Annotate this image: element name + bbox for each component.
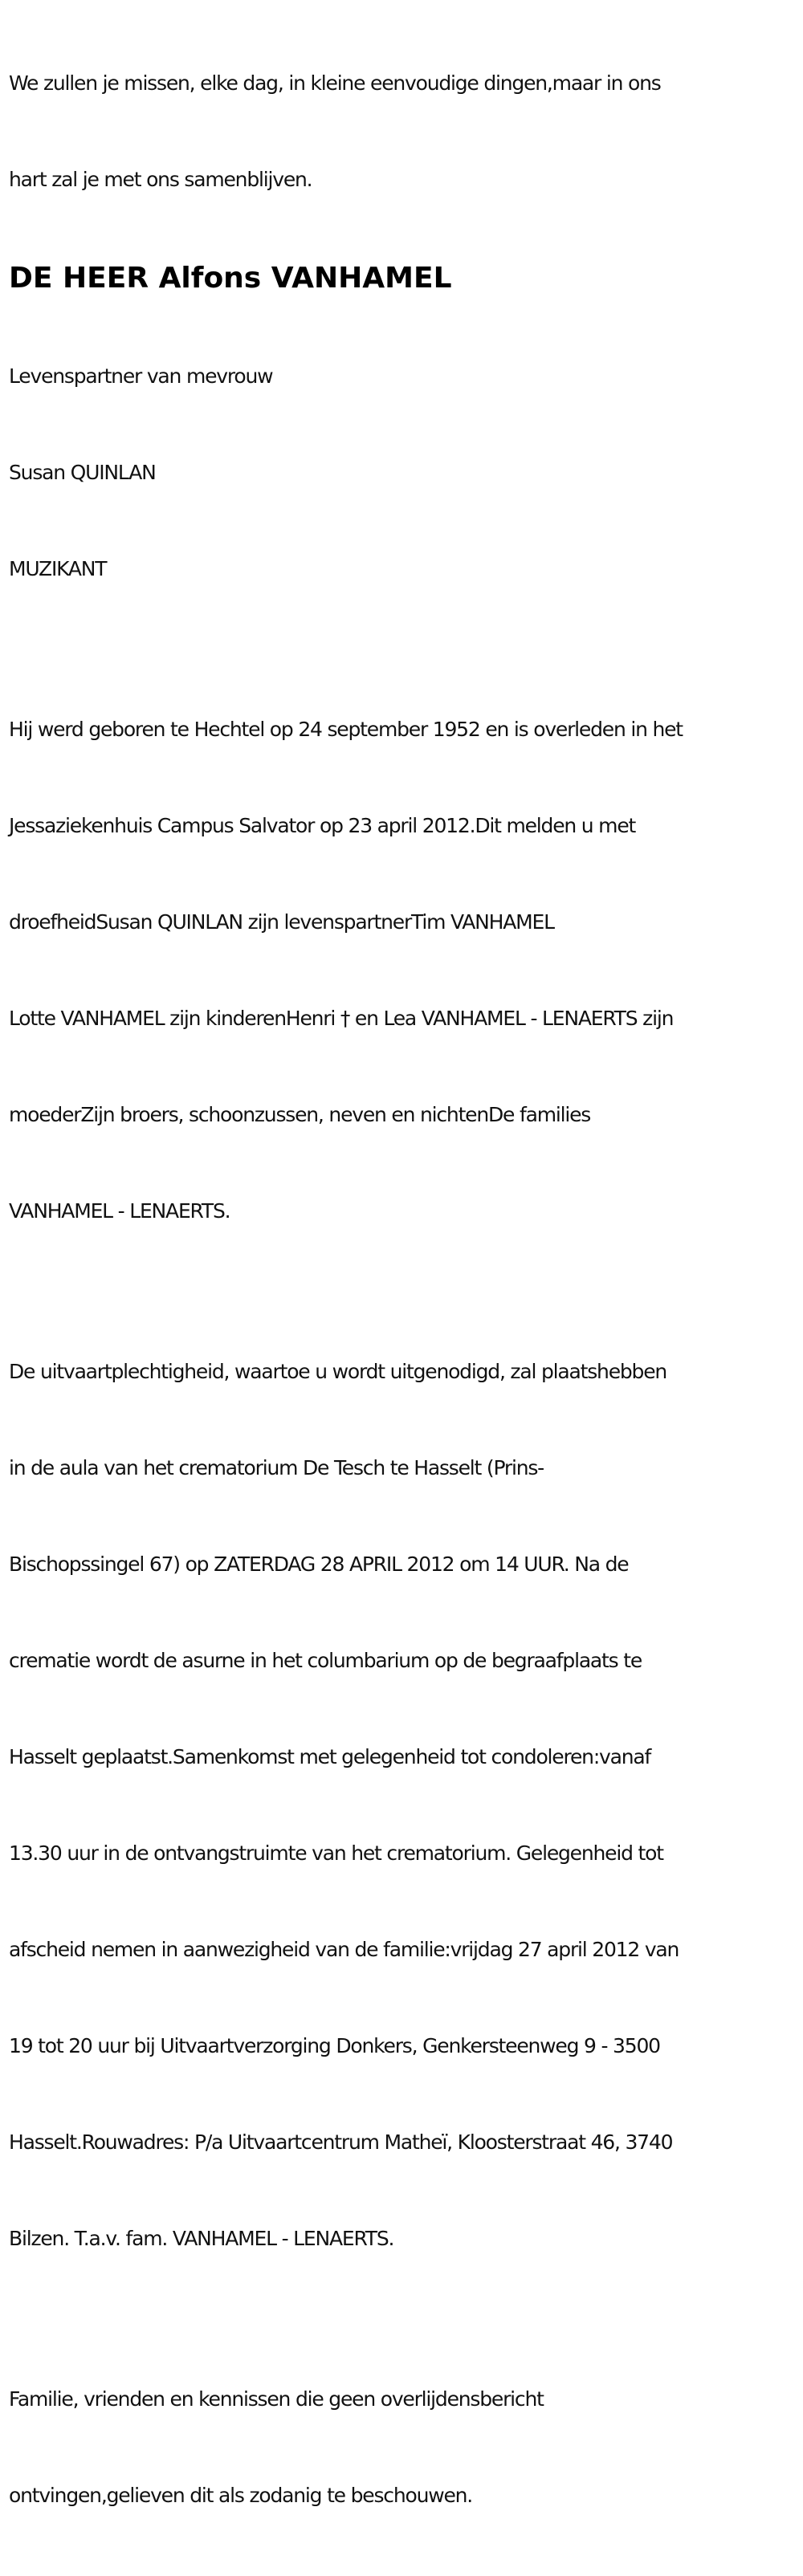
ceremony-line: afscheid nemen in aanwezigheid van de familie:vrijdag 27 april 2012 van <box>9 1938 679 1961</box>
profession: MUZIKANT <box>9 557 107 580</box>
ceremony-line: Hasselt geplaatst.Samenkomst met gelegenheid tot condoleren:vanaf <box>9 1745 651 1768</box>
quote-line: We zullen je missen, elke dag, in kleine eenvoudige dingen,maar in ons <box>9 71 661 95</box>
partner-name: Susan QUINLAN <box>9 461 156 484</box>
quote-paragraph <box>9 3 797 260</box>
closing-paragraph <box>9 2319 797 2576</box>
ceremony-line: in de aula van het crematorium De Tesch te Hasselt (Prins- <box>9 1456 544 1479</box>
announcement-line: VANHAMEL - LENAERTS. <box>9 1199 230 1223</box>
ceremony-paragraph <box>9 1292 797 2319</box>
announcement-paragraph <box>9 649 797 1292</box>
announcement-line: Lotte VANHAMEL zijn kinderenHenri † en Lea VANHAMEL - LENAERTS zijn <box>9 1007 674 1030</box>
partner-line: Levenspartner van mevrouw <box>9 364 273 388</box>
ceremony-line: 19 tot 20 uur bij Uitvaartverzorging Donkers, Genkersteenweg 9 - 3500 <box>9 2034 660 2057</box>
quote-line: hart zal je met ons samenblijven. <box>9 168 312 191</box>
closing-line: ontvingen,gelieven dit als zodanig te beschouwen. <box>9 2484 473 2507</box>
announcement-line: Hij werd geboren te Hechtel op 24 september 1952 en is overleden in het <box>9 718 683 741</box>
ceremony-line: Bilzen. T.a.v. fam. VANHAMEL - LENAERTS. <box>9 2227 394 2250</box>
announcement-line: Jessaziekenhuis Campus Salvator op 23 april 2012.Dit melden u met <box>9 814 636 837</box>
closing-line: Familie, vrienden en kennissen die geen overlijdensbericht <box>9 2387 544 2411</box>
ceremony-line: 13.30 uur in de ontvangstruimte van het crematorium. Gelegenheid tot <box>9 1841 663 1865</box>
announcement-line: moederZijn broers, schoonzussen, neven en nichtenDe families <box>9 1103 591 1126</box>
ceremony-line: De uitvaartplechtigheid, waartoe u wordt uitgenodigd, zal plaatshebben <box>9 1360 667 1383</box>
announcement-line: droefheidSusan QUINLAN zijn levenspartnerTim VANHAMEL <box>9 910 554 934</box>
ceremony-line: Hasselt.Rouwadres: P/a Uitvaartcentrum Matheï, Kloosterstraat 46, 3740 <box>9 2130 673 2154</box>
partner-paragraph <box>9 296 797 649</box>
ceremony-line: crematie wordt de asurne in het columbarium op de begraafplaats te <box>9 1649 642 1672</box>
obituary-document <box>9 3 797 2576</box>
deceased-name-heading: DE HEER Alfons VANHAMEL <box>9 262 452 295</box>
ceremony-line: Bischopssingel 67) op ZATERDAG 28 APRIL 2012 om 14 UUR. Na de <box>9 1553 629 1576</box>
